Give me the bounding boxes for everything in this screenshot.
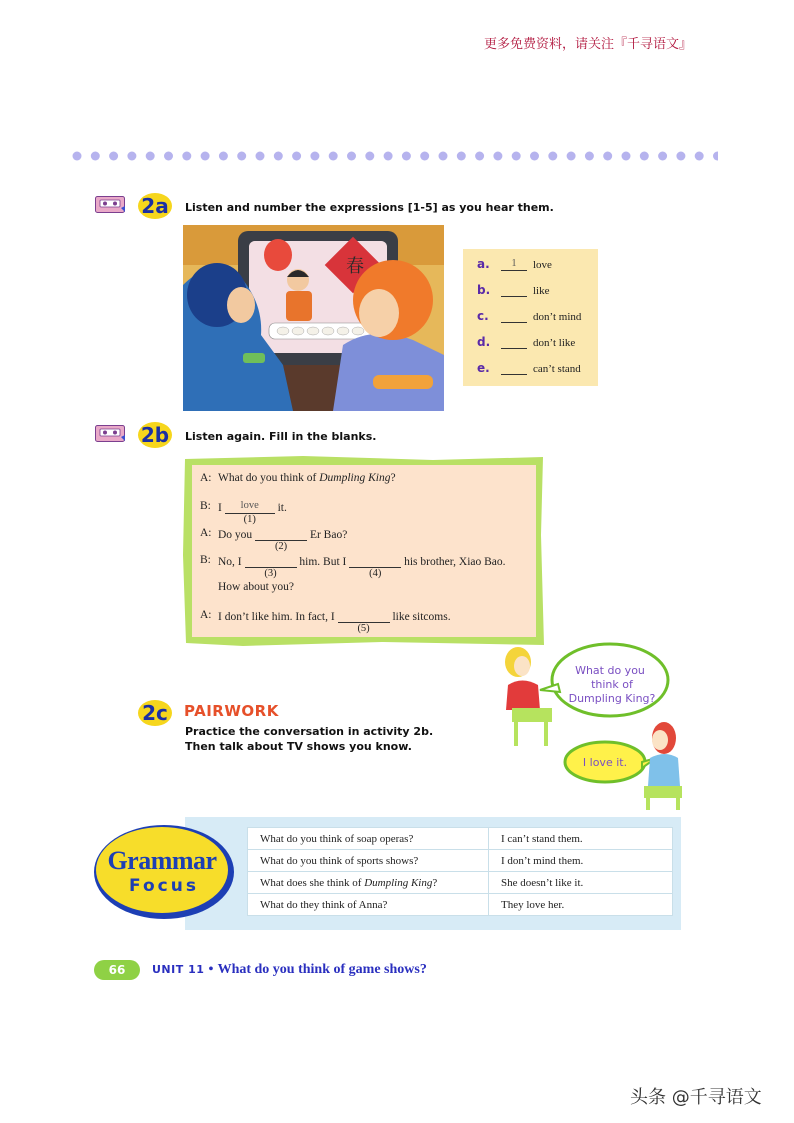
blank-number: (1)	[243, 514, 256, 525]
speaker: A:	[200, 609, 212, 621]
divider-dot	[237, 152, 246, 161]
divider-dot	[91, 152, 100, 161]
divider-dot	[219, 152, 228, 161]
dialog-line-4	[200, 554, 506, 579]
divider-dot	[548, 152, 557, 161]
line-text: ?	[390, 472, 396, 484]
divider-dot	[329, 152, 338, 161]
divider-dot	[676, 152, 685, 161]
table-row	[248, 828, 673, 850]
unit-title: What do you think of game shows?	[217, 962, 427, 977]
blank-1[interactable]	[225, 500, 275, 525]
answer-blank[interactable]	[501, 284, 527, 297]
line-text: it.	[277, 502, 287, 514]
divider-dot	[310, 152, 319, 161]
line-text: No, I	[218, 556, 242, 568]
blank-5[interactable]	[338, 609, 390, 634]
choice-text: don’t mind	[533, 311, 582, 323]
choice-letter: d.	[477, 335, 491, 349]
divider-dot	[347, 152, 356, 161]
page-number: 66	[94, 960, 140, 980]
line-text: his brother, Xiao Bao.	[404, 556, 506, 568]
divider-dot	[658, 152, 667, 161]
blank-number: (3)	[264, 568, 277, 579]
answer-cell: I can’t stand them.	[489, 828, 673, 850]
divider-dot	[256, 152, 265, 161]
section-badge-2c: 2c	[138, 700, 172, 726]
blank-number: (2)	[274, 541, 288, 552]
speaker: A:	[200, 527, 212, 539]
question-cell: What do you think of sports shows?	[248, 850, 489, 872]
expressions-list	[463, 249, 598, 386]
section-badge-2a: 2a	[138, 193, 172, 219]
choice-b	[477, 283, 550, 297]
cassette-icon	[95, 196, 125, 213]
dialog-line-2	[200, 500, 287, 525]
answer-cell: I don’t mind them.	[489, 850, 673, 872]
divider-dot	[493, 152, 502, 161]
cassette-icon	[95, 425, 125, 442]
answer-blank[interactable]	[501, 336, 527, 349]
divider-dot	[695, 152, 704, 161]
blank-4[interactable]	[349, 554, 401, 579]
divider-dot	[182, 152, 191, 161]
line-text: him. But I	[299, 556, 347, 568]
divider-dot	[127, 152, 136, 161]
divider-dot	[512, 152, 521, 161]
divider-dot	[365, 152, 374, 161]
answer-blank[interactable]	[501, 310, 527, 323]
divider-dot	[109, 152, 118, 161]
choice-e	[477, 361, 581, 375]
question-cell: What do they think of Anna?	[248, 894, 489, 916]
answer-cell: They love her.	[489, 894, 673, 916]
blank-number: (4)	[369, 568, 382, 579]
bubble-2-text: I love it.	[582, 756, 628, 769]
bubble-1-line-3: Dumpling King?	[568, 692, 656, 705]
choice-c	[477, 309, 581, 323]
section-badge-2b: 2b	[138, 422, 172, 448]
watermark: 头条 @千寻语文	[630, 1087, 762, 1108]
line-text: What do you think of	[218, 472, 320, 484]
divider-dot	[73, 152, 82, 161]
answer-blank[interactable]	[501, 362, 527, 375]
divider-dot	[640, 152, 649, 161]
line-text: How about you?	[218, 581, 295, 593]
instruction-2a: Listen and number the expressions [1-5] as you hear them.	[185, 201, 554, 214]
pairwork-illustration	[500, 640, 700, 810]
divider-dot	[567, 152, 576, 161]
divider-dot	[713, 152, 718, 161]
blank-number: (5)	[357, 623, 370, 634]
show-title: Dumpling King	[319, 472, 391, 484]
divider-dot	[420, 152, 429, 161]
choice-text: love	[533, 259, 552, 271]
divider-dot	[146, 152, 155, 161]
choice-text: don’t like	[533, 337, 576, 349]
divider-dot	[530, 152, 539, 161]
grammar-table	[247, 827, 673, 916]
blank-3[interactable]	[245, 554, 297, 579]
blank-2[interactable]	[255, 527, 307, 552]
speaker: B:	[200, 500, 211, 512]
dialog-line-5	[218, 581, 294, 593]
pairwork-title: PAIRWORK	[184, 702, 279, 720]
grammar-focus-badge	[92, 823, 236, 921]
bubble-1-line-2: think of	[591, 678, 633, 691]
unit-label: UNIT 11	[152, 963, 205, 976]
choice-letter: a.	[477, 257, 490, 271]
unit-footer	[152, 962, 427, 978]
divider-dot	[384, 152, 393, 161]
choice-d	[477, 335, 575, 349]
choice-a	[477, 257, 552, 271]
question-cell: What does she think of Dumpling King?	[248, 872, 489, 894]
choice-text: like	[533, 285, 550, 297]
answer-cell: She doesn’t like it.	[489, 872, 673, 894]
line-text: like sitcoms.	[392, 611, 451, 623]
tv-watching-illustration	[183, 225, 444, 411]
blank-answer: love	[240, 500, 259, 511]
table-row	[248, 872, 673, 894]
divider-dot	[292, 152, 301, 161]
choice-letter: b.	[477, 283, 491, 297]
pairwork-line-2: Then talk about TV shows you know.	[185, 740, 412, 753]
line-text: Do you	[218, 529, 253, 541]
footer-separator: •	[208, 962, 214, 977]
dialog-line-6	[200, 609, 451, 634]
divider-dot	[603, 152, 612, 161]
divider-dot	[457, 152, 466, 161]
line-text: I	[218, 502, 222, 514]
header-note: 更多免费资料，请关注『千寻语文』	[484, 37, 693, 52]
speaker: B:	[200, 554, 211, 566]
dialog-line-3	[200, 527, 348, 552]
divider-dot	[201, 152, 210, 161]
line-text: I don’t like him. In fact, I	[218, 611, 335, 623]
dotted-divider	[72, 150, 718, 162]
divider-dot	[585, 152, 594, 161]
choice-text: can’t stand	[533, 363, 581, 375]
speaker: A:	[200, 472, 212, 484]
bubble-1-line-1: What do you	[575, 664, 645, 677]
divider-dot	[439, 152, 448, 161]
question-cell: What do you think of soap operas?	[248, 828, 489, 850]
divider-dot	[475, 152, 484, 161]
instruction-2b: Listen again. Fill in the blanks.	[185, 430, 377, 443]
table-row	[248, 850, 673, 872]
divider-dot	[402, 152, 411, 161]
table-row	[248, 894, 673, 916]
answer-blank[interactable]: 1	[501, 258, 527, 271]
chun-character: 春	[346, 256, 364, 277]
pairwork-line-1: Practice the conversation in activity 2b.	[185, 725, 434, 738]
dialog-line-1	[200, 472, 396, 484]
line-text: Er Bao?	[309, 529, 348, 541]
divider-dot	[274, 152, 283, 161]
choice-letter: e.	[477, 361, 490, 375]
grammar-title: Grammar	[107, 846, 217, 875]
choice-letter: c.	[477, 309, 489, 323]
focus-title: Focus	[129, 876, 199, 896]
divider-dot	[164, 152, 173, 161]
divider-dot	[622, 152, 631, 161]
